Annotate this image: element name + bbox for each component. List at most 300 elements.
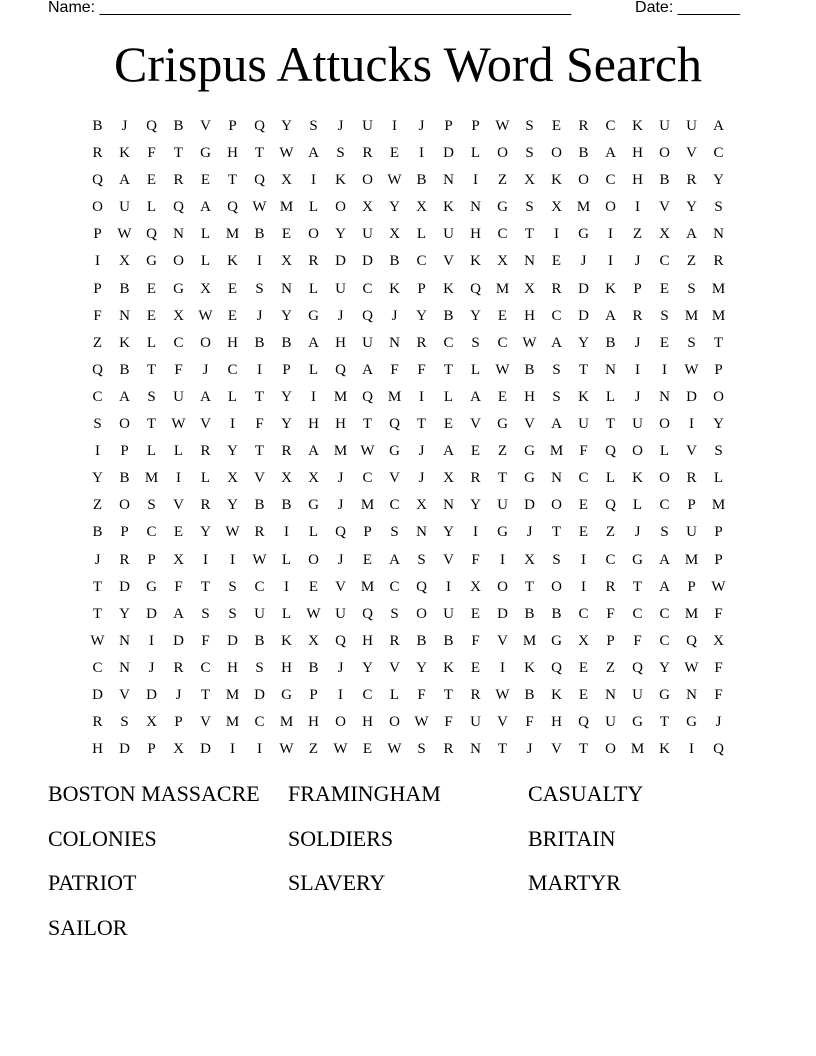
word-list-item: COLONIES xyxy=(48,825,157,851)
grid-letter: W xyxy=(684,659,699,676)
grid-letter: C xyxy=(497,334,508,351)
grid-letter: R xyxy=(632,307,643,324)
grid-letter: X xyxy=(173,307,184,324)
grid-letter: B xyxy=(281,497,292,514)
grid-letter: R xyxy=(92,145,103,162)
grid-letter: G xyxy=(632,551,643,568)
grid-letter: T xyxy=(497,741,508,758)
grid-letter: G xyxy=(632,714,643,731)
grid-letter: J xyxy=(175,686,182,703)
grid-letter: Y xyxy=(713,172,724,189)
grid-letter: O xyxy=(713,388,724,405)
grid-letter: C xyxy=(389,497,400,514)
grid-letter: M xyxy=(549,443,564,460)
grid-letter: G xyxy=(497,416,508,433)
grid-letter: P xyxy=(471,118,480,134)
grid-letter: P xyxy=(606,632,615,649)
grid-letter: U xyxy=(632,686,643,703)
grid-letter: F xyxy=(147,145,156,162)
grid-letter: D xyxy=(146,686,157,703)
grid-letter: M xyxy=(387,388,402,405)
grid-letter: X xyxy=(308,470,319,487)
grid-letter: R xyxy=(389,632,400,649)
grid-letter: X xyxy=(227,470,238,487)
grid-letter: F xyxy=(255,416,264,433)
grid-letter: S xyxy=(417,741,426,758)
grid-letter: Z xyxy=(632,226,643,243)
grid-letter: A xyxy=(713,118,724,134)
grid-letter: Q xyxy=(362,388,373,405)
grid-letter: G xyxy=(578,226,589,243)
grid-letter: T xyxy=(524,226,535,243)
grid-letter: T xyxy=(416,416,427,433)
grid-letter: H xyxy=(227,334,238,351)
grid-letter: T xyxy=(200,578,211,595)
header-row xyxy=(48,0,740,20)
grid-letter: D xyxy=(335,253,346,270)
grid-letter: J xyxy=(337,118,344,134)
grid-letter: F xyxy=(174,578,183,595)
grid-letter: P xyxy=(417,280,426,297)
grid-letter: L xyxy=(713,470,724,487)
grid-letter: O xyxy=(119,416,130,433)
grid-letter: L xyxy=(389,686,400,703)
grid-letter: X xyxy=(470,578,481,595)
grid-letter: N xyxy=(659,388,670,405)
grid-letter: T xyxy=(173,145,184,162)
grid-letter: P xyxy=(93,226,102,243)
grid-letter: J xyxy=(94,551,101,568)
grid-letter: F xyxy=(444,714,453,731)
grid-letter: B xyxy=(659,172,670,189)
grid-letter: K xyxy=(389,280,400,297)
grid-letter: Q xyxy=(605,443,616,460)
grid-letter: E xyxy=(146,307,157,324)
grid-letter: E xyxy=(470,659,481,676)
grid-letter: C xyxy=(362,686,373,703)
grid-letter: R xyxy=(470,470,481,487)
grid-letter: T xyxy=(146,361,157,378)
grid-letter: A xyxy=(308,145,319,162)
grid-letter: I xyxy=(473,172,478,189)
grid-letter: J xyxy=(121,118,128,134)
grid-letter: M xyxy=(225,714,240,731)
word-list-item: SAILOR xyxy=(48,915,128,941)
grid-letter: M xyxy=(333,388,348,405)
grid-letter: B xyxy=(173,118,184,134)
grid-letter: W xyxy=(711,578,726,595)
grid-letter: K xyxy=(443,280,454,297)
grid-letter: T xyxy=(713,334,724,351)
grid-letter: G xyxy=(200,145,211,162)
grid-letter: X xyxy=(146,714,157,731)
grid-letter: I xyxy=(338,686,343,703)
grid-letter: I xyxy=(689,741,694,758)
grid-letter: C xyxy=(605,172,616,189)
grid-letter: E xyxy=(551,118,562,134)
grid-letter: L xyxy=(281,605,292,622)
grid-letter: M xyxy=(576,199,591,216)
grid-letter: N xyxy=(605,361,616,378)
grid-letter: J xyxy=(634,388,641,405)
grid-letter: X xyxy=(713,632,724,649)
grid-letter: W xyxy=(225,524,240,541)
grid-letter: O xyxy=(659,416,670,433)
grid-letter: F xyxy=(606,605,615,622)
grid-letter: M xyxy=(684,605,699,622)
grid-letter: T xyxy=(92,605,103,622)
grid-letter: R xyxy=(443,741,454,758)
grid-letter: N xyxy=(470,199,481,216)
grid-letter: F xyxy=(93,307,102,324)
grid-letter: V xyxy=(686,443,697,460)
grid-letter: E xyxy=(470,443,481,460)
grid-letter: M xyxy=(630,741,645,758)
grid-letter: C xyxy=(92,388,103,405)
grid-letter: Q xyxy=(686,632,697,649)
grid-letter: S xyxy=(390,605,399,622)
grid-letter: Z xyxy=(92,334,103,351)
grid-letter: R xyxy=(119,551,130,568)
grid-letter: I xyxy=(689,416,694,433)
grid-letter: D xyxy=(362,253,373,270)
grid-letter: Y xyxy=(686,199,697,216)
grid-letter: N xyxy=(605,686,616,703)
grid-letter: C xyxy=(578,470,589,487)
grid-letter: W xyxy=(198,307,213,324)
grid-letter: S xyxy=(660,524,669,541)
grid-letter: A xyxy=(200,388,211,405)
grid-letter: F xyxy=(525,714,534,731)
grid-letter: P xyxy=(714,524,723,541)
grid-letter: L xyxy=(416,226,427,243)
grid-letter: M xyxy=(684,307,699,324)
grid-letter: S xyxy=(660,307,669,324)
grid-letter: S xyxy=(687,334,696,351)
grid-letter: R xyxy=(254,524,265,541)
grid-letter: K xyxy=(443,659,454,676)
grid-letter: F xyxy=(579,443,588,460)
grid-letter: M xyxy=(279,199,294,216)
grid-letter: G xyxy=(146,253,157,270)
grid-letter: I xyxy=(230,741,235,758)
grid-letter: V xyxy=(200,714,211,731)
grid-letter: X xyxy=(497,253,508,270)
grid-letter: X xyxy=(308,632,319,649)
grid-letter: C xyxy=(227,361,238,378)
grid-letter: L xyxy=(227,388,238,405)
grid-letter: S xyxy=(417,551,426,568)
grid-letter: D xyxy=(146,605,157,622)
grid-letter: B xyxy=(254,632,265,649)
word-list-item: SOLDIERS xyxy=(288,825,394,851)
date-field-label: Date: _______ xyxy=(635,0,740,16)
grid-letter: L xyxy=(308,199,319,216)
grid-letter: S xyxy=(390,524,399,541)
grid-letter: L xyxy=(443,388,454,405)
grid-letter: Y xyxy=(281,307,292,324)
grid-letter: A xyxy=(551,334,562,351)
grid-letter: K xyxy=(227,253,238,270)
grid-letter: H xyxy=(227,659,238,676)
grid-letter: Y xyxy=(119,605,130,622)
grid-letter: U xyxy=(578,416,589,433)
grid-letter: N xyxy=(173,226,184,243)
grid-letter: L xyxy=(200,470,211,487)
grid-letter: S xyxy=(147,497,156,514)
grid-letter: R xyxy=(281,443,292,460)
grid-letter: V xyxy=(497,714,508,731)
grid-letter: S xyxy=(552,551,561,568)
grid-letter: U xyxy=(632,416,643,433)
grid-letter: A xyxy=(119,388,130,405)
grid-letter: B xyxy=(92,118,103,134)
grid-letter: Y xyxy=(281,388,292,405)
grid-letter: D xyxy=(92,686,103,703)
grid-letter: L xyxy=(308,361,319,378)
grid-letter: A xyxy=(605,307,616,324)
grid-letter: U xyxy=(119,199,130,216)
grid-letter: X xyxy=(281,470,292,487)
grid-letter: P xyxy=(714,551,723,568)
grid-letter: T xyxy=(92,578,103,595)
grid-letter: S xyxy=(714,199,723,216)
grid-letter: E xyxy=(551,253,562,270)
grid-letter: U xyxy=(173,388,184,405)
grid-letter: K xyxy=(281,632,292,649)
grid-letter: E xyxy=(497,388,508,405)
grid-letter: R xyxy=(308,253,319,270)
grid-letter: Y xyxy=(227,497,238,514)
grid-letter: Q xyxy=(713,741,724,758)
grid-letter: Q xyxy=(146,118,157,134)
word-list xyxy=(48,778,768,957)
grid-letter: C xyxy=(659,632,670,649)
grid-letter: P xyxy=(93,280,102,297)
grid-letter: A xyxy=(470,388,481,405)
grid-letter: V xyxy=(443,253,454,270)
grid-letter: O xyxy=(362,172,373,189)
grid-letter: O xyxy=(92,199,103,216)
grid-letter: Y xyxy=(659,659,670,676)
grid-letter: C xyxy=(497,226,508,243)
grid-letter: A xyxy=(389,551,400,568)
grid-letter: J xyxy=(337,659,344,676)
grid-letter: P xyxy=(120,524,129,541)
grid-letter: F xyxy=(201,632,210,649)
grid-letter: V xyxy=(200,118,211,134)
grid-letter: C xyxy=(659,253,670,270)
grid-letter: T xyxy=(254,388,265,405)
grid-letter: S xyxy=(552,388,561,405)
grid-letter: D xyxy=(578,307,589,324)
grid-letter: O xyxy=(632,443,643,460)
grid-letter: L xyxy=(470,145,481,162)
grid-letter: G xyxy=(659,686,670,703)
grid-letter: D xyxy=(524,497,535,514)
grid-letter: C xyxy=(551,307,562,324)
grid-letter: M xyxy=(225,226,240,243)
grid-letter: K xyxy=(470,253,481,270)
grid-letter: X xyxy=(200,280,211,297)
grid-letter: G xyxy=(524,443,535,460)
grid-letter: I xyxy=(419,145,424,162)
grid-letter: X xyxy=(578,632,589,649)
grid-letter: B xyxy=(119,361,130,378)
grid-letter: B xyxy=(524,361,535,378)
grid-letter: J xyxy=(337,307,344,324)
grid-letter: Q xyxy=(578,714,589,731)
grid-letter: Y xyxy=(416,659,427,676)
grid-letter: I xyxy=(176,470,181,487)
grid-letter: P xyxy=(147,741,156,758)
grid-letter: T xyxy=(578,361,589,378)
grid-letter: J xyxy=(391,307,398,324)
grid-letter: L xyxy=(146,334,157,351)
grid-letter: U xyxy=(362,334,373,351)
grid-letter: W xyxy=(495,361,510,378)
grid-letter: M xyxy=(495,280,510,297)
grid-letter: W xyxy=(684,361,699,378)
grid-letter: O xyxy=(389,714,400,731)
grid-letter: B xyxy=(119,470,130,487)
grid-letter: K xyxy=(119,334,130,351)
grid-letter: C xyxy=(578,605,589,622)
grid-letter: J xyxy=(337,497,344,514)
grid-letter: C xyxy=(362,280,373,297)
grid-letter: D xyxy=(119,741,130,758)
grid-letter: R xyxy=(686,172,697,189)
grid-letter: P xyxy=(633,280,642,297)
grid-letter: M xyxy=(360,497,375,514)
grid-letter: Q xyxy=(173,199,184,216)
grid-letter: C xyxy=(605,551,616,568)
grid-letter: O xyxy=(335,199,346,216)
grid-letter: Y xyxy=(713,416,724,433)
grid-letter: W xyxy=(495,686,510,703)
grid-letter: Z xyxy=(92,497,103,514)
grid-letter: M xyxy=(711,280,726,297)
grid-letter: M xyxy=(333,443,348,460)
grid-letter: U xyxy=(497,497,508,514)
grid-letter: M xyxy=(225,686,240,703)
grid-letter: R xyxy=(605,578,616,595)
grid-letter: H xyxy=(335,334,346,351)
grid-letter: X xyxy=(119,253,130,270)
grid-letter: X xyxy=(173,551,184,568)
grid-letter: E xyxy=(227,280,238,297)
grid-letter: J xyxy=(580,253,587,270)
grid-letter: A xyxy=(362,361,373,378)
grid-letter: Y xyxy=(470,307,481,324)
grid-letter: G xyxy=(497,199,508,216)
grid-letter: F xyxy=(633,632,642,649)
grid-letter: I xyxy=(608,253,613,270)
grid-letter: I xyxy=(581,578,586,595)
grid-letter: O xyxy=(659,470,670,487)
grid-letter: W xyxy=(333,741,348,758)
grid-letter: O xyxy=(659,145,670,162)
grid-letter: C xyxy=(605,118,616,134)
grid-letter: P xyxy=(687,578,696,595)
grid-letter: W xyxy=(252,551,267,568)
grid-letter: N xyxy=(443,497,454,514)
grid-letter: E xyxy=(362,741,373,758)
grid-letter: Q xyxy=(389,416,400,433)
grid-letter: I xyxy=(257,741,262,758)
grid-letter: T xyxy=(254,443,265,460)
grid-letter: T xyxy=(146,416,157,433)
letter-grid xyxy=(84,113,732,763)
grid-letter: F xyxy=(417,686,426,703)
grid-letter: J xyxy=(634,524,641,541)
grid-letter: K xyxy=(605,280,616,297)
grid-letter: P xyxy=(309,686,318,703)
grid-letter: H xyxy=(281,659,292,676)
grid-letter: P xyxy=(174,714,183,731)
grid-letter: Q xyxy=(335,524,346,541)
grid-letter: C xyxy=(173,334,184,351)
grid-letter: U xyxy=(605,714,616,731)
grid-letter: Q xyxy=(227,199,238,216)
grid-letter: L xyxy=(308,280,319,297)
grid-letter: Y xyxy=(416,307,427,324)
grid-letter: Z xyxy=(497,172,508,189)
grid-letter: S xyxy=(525,199,534,216)
grid-letter: U xyxy=(335,280,346,297)
name-field-label: Name: _____________________________________________________ xyxy=(48,0,572,16)
grid-letter: I xyxy=(500,551,505,568)
grid-letter: I xyxy=(149,632,154,649)
grid-letter: X xyxy=(659,226,670,243)
grid-letter: W xyxy=(360,443,375,460)
grid-letter: Q xyxy=(605,497,616,514)
grid-letter: X xyxy=(281,253,292,270)
grid-letter: S xyxy=(687,280,696,297)
grid-letter: O xyxy=(551,145,562,162)
grid-letter: U xyxy=(686,118,697,134)
grid-letter: I xyxy=(257,361,262,378)
grid-letter: Q xyxy=(362,605,373,622)
grid-letter: S xyxy=(309,118,318,134)
grid-letter: L xyxy=(605,388,616,405)
grid-letter: C xyxy=(146,524,157,541)
grid-letter: S xyxy=(552,361,561,378)
grid-letter: Q xyxy=(92,361,103,378)
grid-letter: N xyxy=(119,632,130,649)
grid-letter: H xyxy=(362,632,373,649)
grid-letter: Q xyxy=(416,578,427,595)
grid-letter: J xyxy=(715,714,722,731)
grid-letter: E xyxy=(578,497,589,514)
grid-letter: V xyxy=(686,145,697,162)
grid-letter: P xyxy=(228,118,237,134)
grid-letter: I xyxy=(581,551,586,568)
grid-letter: C xyxy=(713,145,724,162)
grid-letter: N xyxy=(119,307,130,324)
grid-letter: Z xyxy=(605,524,616,541)
grid-letter: I xyxy=(635,361,640,378)
grid-letter: E xyxy=(281,226,292,243)
word-list-item: SLAVERY xyxy=(288,870,386,896)
grid-letter: H xyxy=(524,307,535,324)
grid-letter: E xyxy=(200,172,211,189)
grid-letter: O xyxy=(497,578,508,595)
grid-letter: T xyxy=(362,416,373,433)
grid-letter: P xyxy=(714,361,723,378)
grid-letter: A xyxy=(443,443,454,460)
grid-letter: J xyxy=(526,524,533,541)
